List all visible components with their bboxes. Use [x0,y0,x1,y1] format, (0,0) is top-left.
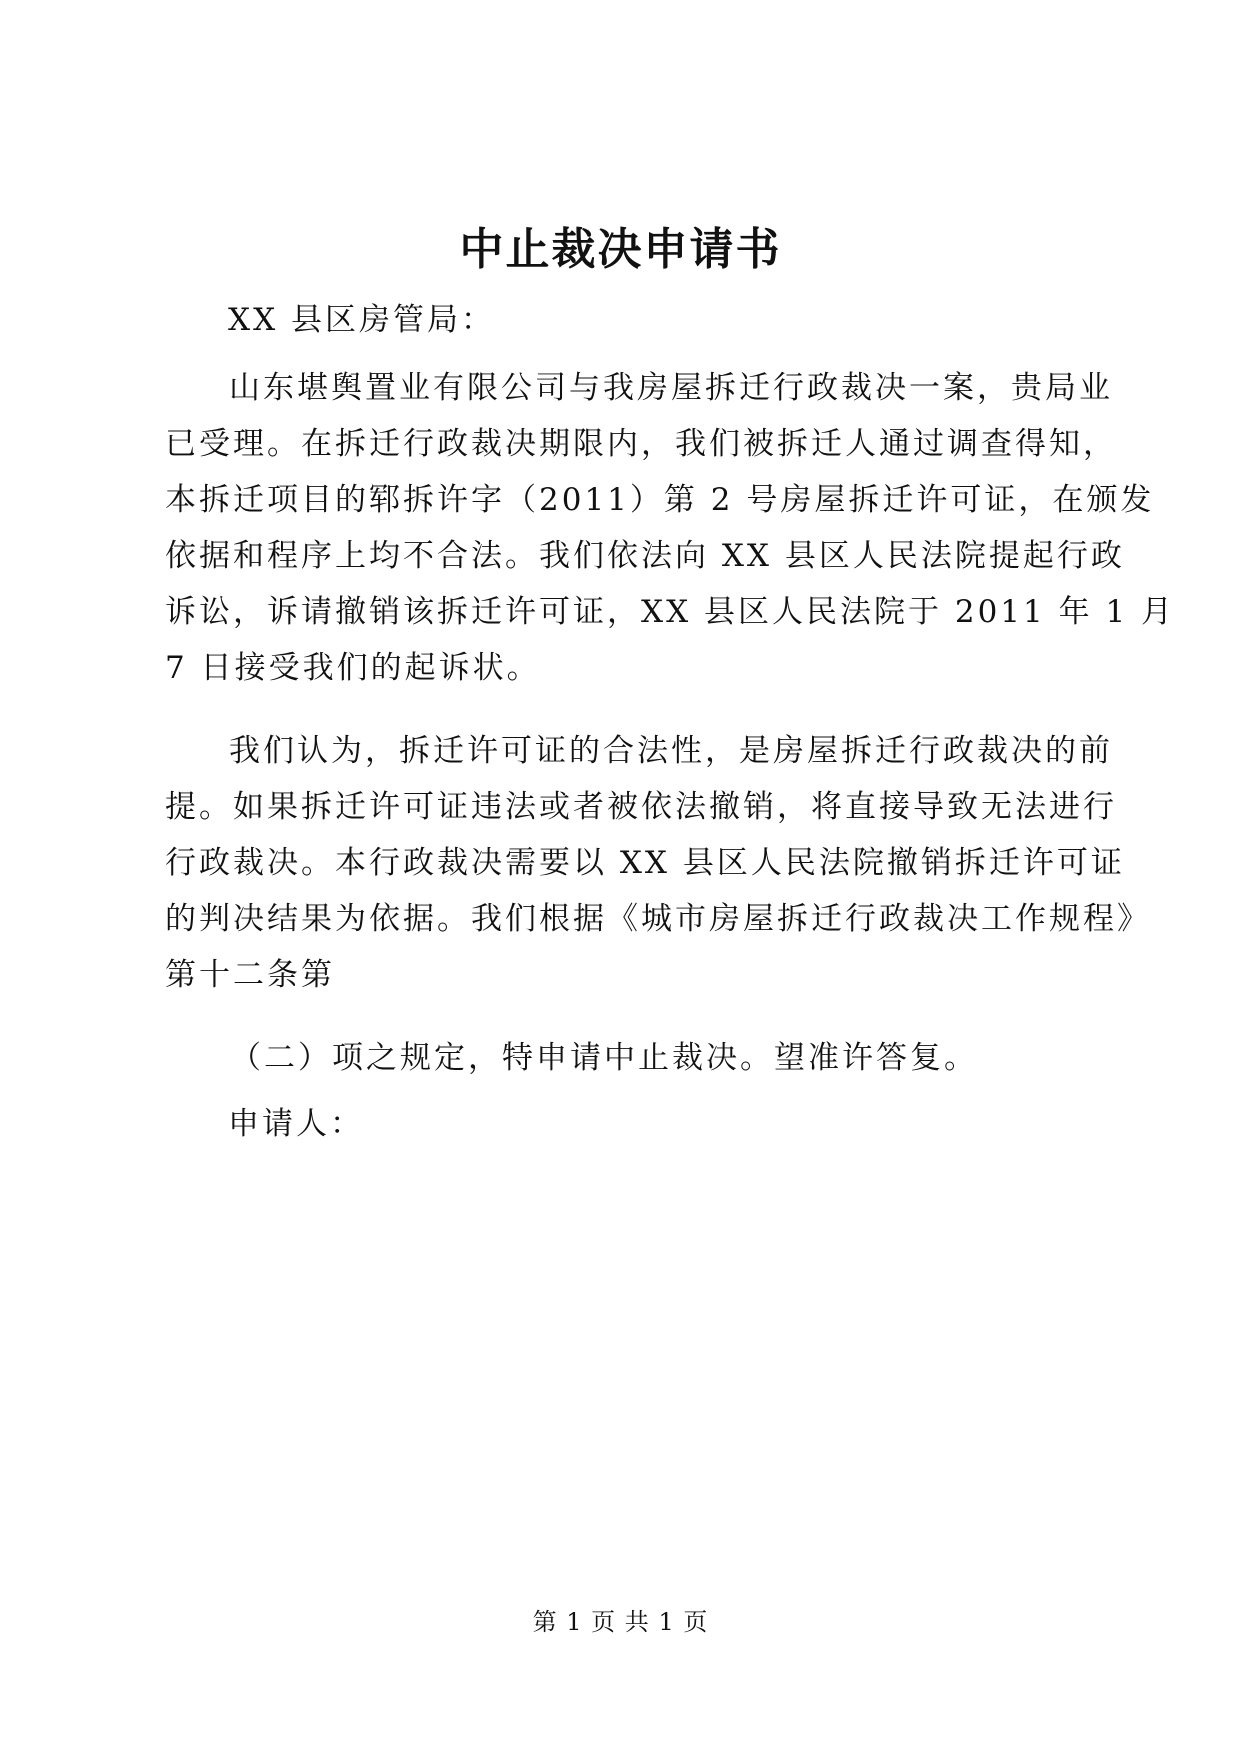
paragraph-1-line: 已受理。在拆迁行政裁决期限内，我们被拆迁人通过调查得知， [165,426,1117,462]
paragraph-2-line: 的判决结果为依据。我们根据《城市房屋拆迁行政裁决工作规程》 [165,901,1151,937]
page-footer: 第 1 页 共 1 页 [532,1608,709,1636]
paragraph-1-line: 山东堪舆置业有限公司与我房屋拆迁行政裁决一案，贵局业 [229,370,1113,406]
document-title: 中止裁决申请书 [459,224,782,275]
paragraph-2-line: 行政裁决。本行政裁决需要以 XX 县区人民法院撤销拆迁许可证 [165,845,1125,881]
paragraph-3: （二）项之规定，特申请中止裁决。望准许答复。 [230,1040,978,1076]
paragraph-1-line: 本拆迁项目的郓拆许字（2011）第 2 号房屋拆迁许可证，在颁发 [165,482,1155,518]
paragraph-2-line: 提。如果拆迁许可证违法或者被依法撤销，将直接导致无法进行 [165,789,1117,825]
paragraph-2-line: 我们认为，拆迁许可证的合法性，是房屋拆迁行政裁决的前 [229,733,1113,769]
salutation: XX 县区房管局： [228,302,495,338]
paragraph-2-line: 第十二条第 [165,957,335,993]
applicant-label: 申请人： [228,1106,364,1142]
paragraph-1-line: 依据和程序上均不合法。我们依法向 XX 县区人民法院提起行政 [165,538,1125,574]
paragraph-1-line: 7 日接受我们的起诉状。 [165,650,541,686]
paragraph-1 [165,360,1176,696]
paragraph-2 [165,723,1151,1003]
paragraph-1-line: 诉讼，诉请撤销该拆迁许可证，XX 县区人民法院于 2011 年 1 月 [165,594,1176,630]
